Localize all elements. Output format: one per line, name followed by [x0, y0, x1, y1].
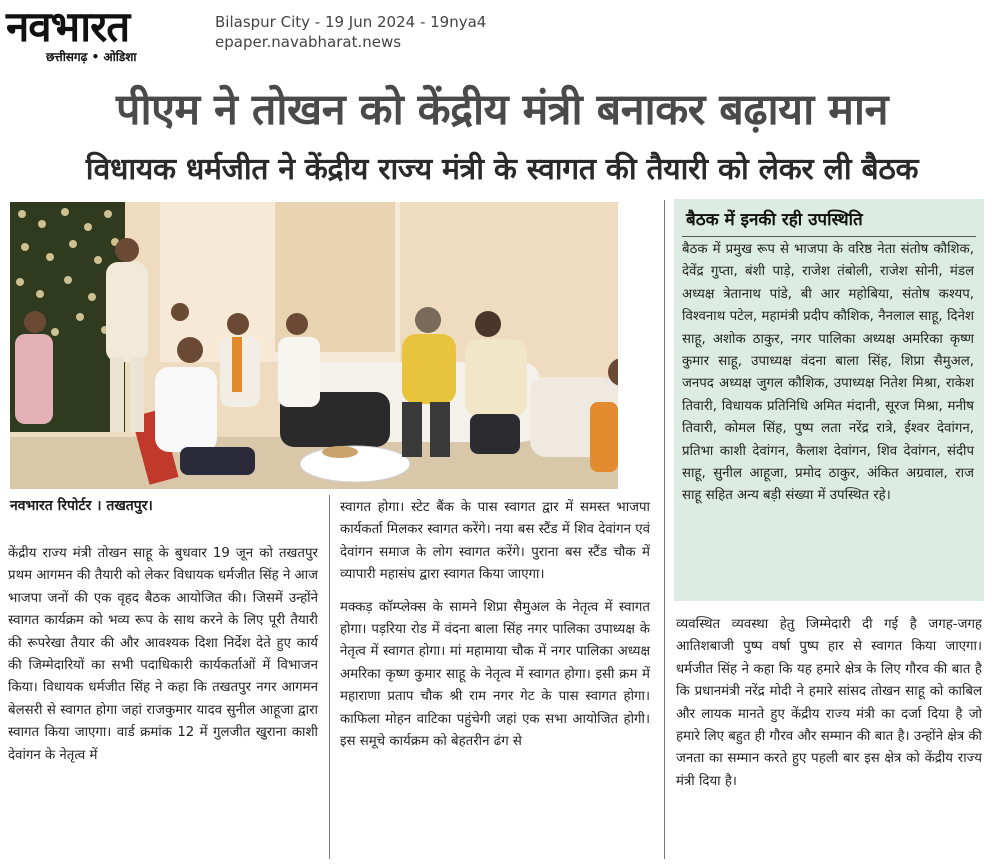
attendees-title: बैठक में इनकी रही उपस्थिति [686, 210, 863, 230]
meeting-photo-illustration [10, 202, 618, 489]
logo-region: छत्तीसगढ़ • ओडिशा [46, 50, 137, 64]
paragraph: केंद्रीय राज्य मंत्री तोखन साहू के बुधवार 19 जून को तखतपुर प्रथम आगमन की तैयारी को लेकर विधायक धर्मजीत सिंह ने आज भाजपा जनों की एक वृहद बैठक आयोजित की। जिसमें उन्होंने स्वागत कार्यक्रम को भव्य रूप के साथ करने के लिए पूरी तैयारी की रूपरेखा तैयार की और आवश्यक दिशा निर्देश देते हुए कार्य की जिम्मेदारियों का सभी पदाधिकारी कार्यकर्ताओं में विभाजन किया। विधायक धर्मजीत सिंह ने कहा कि तखतपुर नगर आगमन बेलसरी से स्वागत होगा जहां राजकुमार यादव सुनील आहूजा द्वारा स्वागत किया जाएगा। वार्ड क्रमांक 12 में गुलजीत खुराना काशी देवांगन के नेतृत्व में [8, 546, 319, 763]
article-column-1 [8, 543, 318, 767]
paragraph: स्वागत होगा। स्टेट बैंक के पास स्वागत द्वार में समस्त भाजपा कार्यकर्ता मिलकर स्वागत करेंगे। नया बस स्टैंड में शिव देवांगन एवं देवांगन समाज के लोग स्वागत करेंगे। पुराना बस स्टैंड चौक में व्यापारी महासंघ द्वारा स्वागत किया जाएगा। [340, 500, 650, 583]
attendees-box [674, 199, 984, 601]
attendees-list: बैठक में प्रमुख रूप से भाजपा के वरिष्ठ नेता संतोष कौशिक, देवेंद्र गुप्ता, बंशी पाड़े, राजेश तंबोली, राजेश सोनी, मंडल अध्यक्ष त्रेतानाथ पांडे, बी आर महोबिया, संतोष कश्यप, विश्वनाथ पटेल, महामंत्री प्रदीप कौशिक, नैनलाल साहू, दिनेश साहू, अशोक ठाकुर, नगर पालिका अध्यक्ष अमरिका कृष्ण कुमार साहू, उपाध्यक्ष वंदना बाला सिंह, शिप्रा सैमुअल, जनपद अध्यक्ष जुगल कौशिक, उपाध्यक्ष नितेश मिश्रा, राकेश तिवारी, विधायक प्रतिनिधि अमित मंदानी, सूरज मिश्रा, मनीष तिवारी, कोमल सिंह, पुष्प लता नरेंद्र रात्रे, ईश्वर देवांगन, प्रतिभा काशी देवांगन, कैलाश देवांगन, शिव देवांगन, संदीप साहू, सुनील आहूजा, प्रमोद ठाकुर, अंकित अग्रवाल, राज साहू सहित अन्य बड़ी संख्या में उपस्थित रहे। [682, 242, 974, 504]
masthead [0, 0, 1004, 68]
box-divider [682, 236, 976, 237]
article-column-3 [676, 614, 982, 793]
site-link[interactable]: epaper.navabharat.news [215, 33, 402, 51]
headline: पीएम ने तोखन को केंद्रीय मंत्री बनाकर बढ़ाया मान [116, 85, 888, 135]
paragraph: मक्कड़ कॉम्प्लेक्स के सामने शिप्रा सैमुअल के नेतृत्व में स्वागत होगा। पड़रिया रोड में वंदना बाला सिंह नगर पालिका उपाध्यक्ष के नेतृत्व में स्वागत होगा। मां महामाया चौक में नगर पालिका अध्यक्ष अमरिका कृष्ण कुमार साहू के नेतृत्व में स्वागत होगा। इसी क्रम में महाराणा प्रताप चौक श्री राम नगर गेट के पास स्वागत होगा। काफिला मोहन वाटिका पहुंचेगी जहां एक सभा आयोजित होगी। इस समूचे कार्यक्रम को बेहतरीन ढंग से [340, 599, 650, 750]
edition-line: Bilaspur City - 19 Jun 2024 - 19nya4 [215, 13, 487, 31]
subheadline: विधायक धर्मजीत ने केंद्रीय राज्य मंत्री के स्वागत की तैयारी को लेकर ली बैठक [85, 152, 919, 187]
byline: नवभारत रिपोर्टर । तखतपुर। [10, 498, 153, 514]
paragraph: व्यवस्थित व्यवस्था हेतु जिम्मेदारी दी गई है जगह-जगह आतिशबाजी पुष्प वर्षा पुष्प हार से स्वागत किया जाएगा। धर्मजीत सिंह ने कहा कि यह हमारे क्षेत्र के लिए गौरव की बात है कि प्रधानमंत्री नरेंद्र मोदी ने हमारे सांसद तोखन साहू को काबिल और लायक मानते हुए केंद्रीय राज्य मंत्री का दर्जा दिया है जो हमारे लिए बहुत ही गौरव और सम्मान की बात है। उन्होंने क्षेत्र की जनता का सम्मान करते हुए पहली बार इस क्षेत्र को केंद्रीय राज्य मंत्री दिया है। [676, 617, 982, 789]
column-divider [329, 495, 330, 859]
meeting-photo [10, 202, 618, 489]
logo-wordmark: नवभारत [6, 2, 130, 51]
column-divider [664, 200, 665, 859]
edition-info [215, 12, 486, 52]
newspaper-logo [4, 4, 200, 66]
article-column-2 [340, 497, 650, 753]
